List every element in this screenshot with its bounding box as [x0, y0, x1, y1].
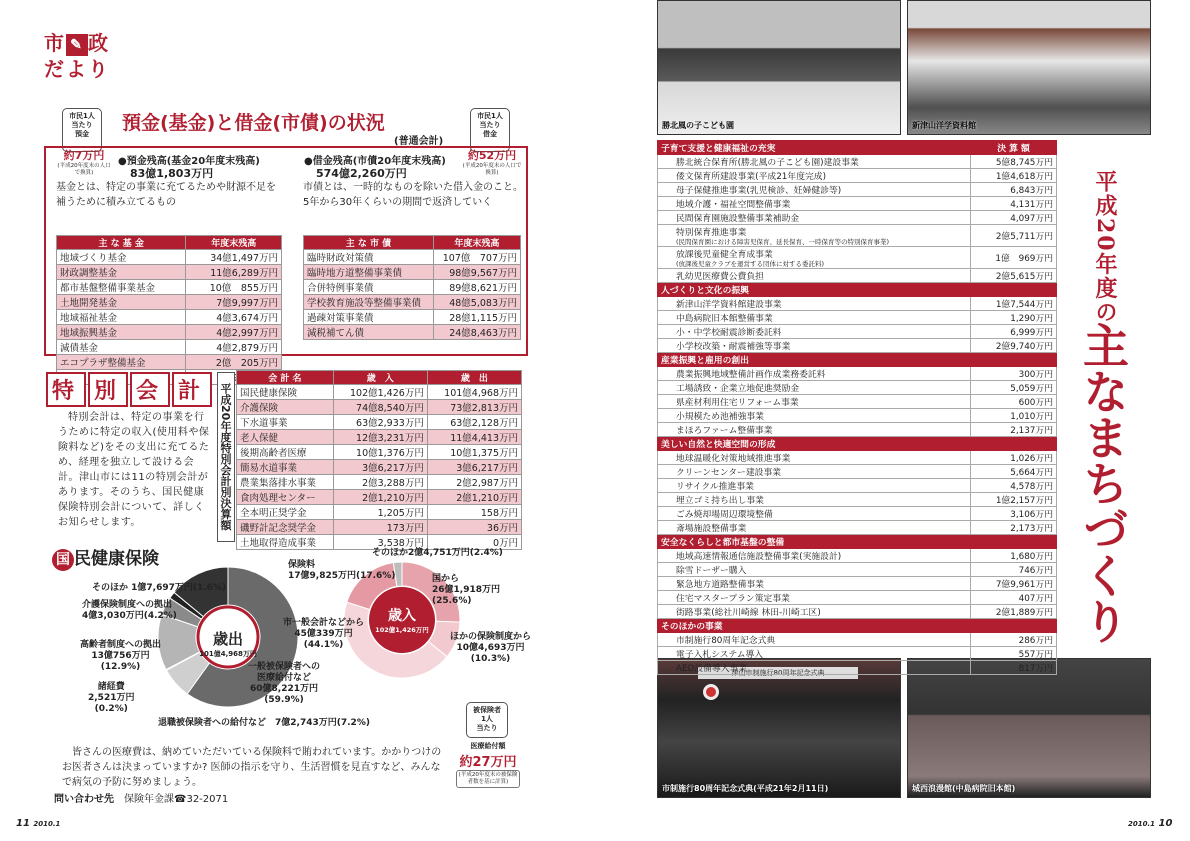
debt-name: 過疎対策事業債: [304, 310, 434, 325]
projects-table: [657, 140, 1057, 675]
project-row: [658, 169, 1057, 183]
fund-balance: 4億2,879万円: [186, 340, 282, 355]
debt-total: 574億2,260万円: [316, 167, 407, 180]
fund-name: 地域づくり基金: [57, 250, 186, 265]
project-name: ごみ焼却場周辺環境整備: [676, 510, 773, 520]
photo-ceremony: 津山市制施行80周年記念式典 市制施行80周年記念式典(平成21年2月11日): [657, 658, 901, 798]
debt-balance: 98億9,567万円: [433, 265, 520, 280]
medical-per-insured: 医療給付額 約27万円 (平成20年度末の被保険者数を基に計算): [456, 741, 520, 788]
project-name: 斎場施設整備事業: [676, 524, 747, 534]
exp-label-retired: 退職被保険者への給付など 7億2,743万円(7.2%): [158, 718, 370, 728]
project-cell: [658, 409, 971, 423]
fund-row: [57, 295, 282, 310]
account-expense: 63億2,128万円: [427, 415, 521, 430]
special-row: [237, 475, 522, 490]
special-row: [237, 505, 522, 520]
project-row: [658, 297, 1057, 311]
exp-label-misc: 諸経費 2,521万円 (0.2%): [88, 682, 135, 714]
project-name: 農業振興地域整備計画作成業務委託料: [676, 370, 826, 380]
column-header: [971, 437, 1057, 451]
debt-description: 市債とは、一時的なものを除いた借入金のこと。5年から30年くらいの期間で返済していく: [303, 182, 523, 208]
fund-row: [57, 355, 282, 370]
fund-name: 土地開発基金: [57, 295, 186, 310]
section-name: 安全なくらしと都市基盤の整備: [658, 535, 971, 549]
account-name: 土地取得造成事業: [237, 535, 334, 550]
account-name: 全本明正奨学金: [237, 505, 334, 520]
account-name: 磯野計記念奨学金: [237, 520, 334, 535]
project-amount: 4,097万円: [971, 211, 1057, 225]
debt-row: [304, 310, 521, 325]
project-row: [658, 633, 1057, 647]
fund-balance: 4億2,997万円: [186, 325, 282, 340]
column-header: 決 算 額: [971, 141, 1057, 155]
fund-total: 83億1,803万円: [130, 167, 214, 180]
project-name: 乳幼児医療費公費負担: [676, 272, 764, 282]
project-cell: [658, 155, 971, 169]
account-expense: 11億4,413万円: [427, 430, 521, 445]
project-row: [658, 311, 1057, 325]
income-center: 歳入 102億1,426万円: [375, 608, 429, 634]
section-header-row: [658, 535, 1057, 549]
project-row: [658, 339, 1057, 353]
fund-row: [57, 265, 282, 280]
project-amount: 2億1,889万円: [971, 605, 1057, 619]
project-row: [658, 269, 1057, 283]
account-income: 1,205万円: [333, 505, 427, 520]
project-name: 県産材利用住宅リフォーム事業: [676, 398, 799, 408]
section-header-row: [658, 283, 1057, 297]
project-cell: [658, 577, 971, 591]
project-row: [658, 381, 1057, 395]
fund-balance: 11億6,289万円: [186, 265, 282, 280]
section-name: そのほかの事業: [658, 619, 971, 633]
account-expense: 73億2,813万円: [427, 400, 521, 415]
account-expense: 10億1,375万円: [427, 445, 521, 460]
fund-description: 基金とは、特定の事業に充てるためや財源不足を補うために積み立てるもの: [56, 182, 276, 208]
project-amount: 1億2,157万円: [971, 493, 1057, 507]
exp-label-general: 一般被保険者への 医療給付など 60億8,221万円 (59.9%): [248, 662, 321, 705]
project-name: 住宅マスタープラン策定事業: [676, 594, 790, 604]
fund-balance: 2億 205万円: [186, 355, 282, 370]
project-cell: [658, 311, 971, 325]
column-header: [971, 353, 1057, 367]
project-cell: [658, 451, 971, 465]
project-row: [658, 521, 1057, 535]
fund-balance: 34億1,497万円: [186, 250, 282, 265]
project-cell: [658, 381, 971, 395]
column-header: [971, 535, 1057, 549]
project-amount: 300万円: [971, 367, 1057, 381]
funds-table: 主 な 基 金 年度末残高 地域づくり基金 34億1,497万円 財政調整基金 11億6,289万円 都市基盤整備事業基金 10億 855万円 土地開発基金 7億9,997万円 地域福祉基金 4億3,674万円 地域振興基金 4億2,997万円 減債基金 4億2,879万円 エコプラザ整備基金 2億 205万円: [56, 235, 282, 385]
account-income: 63億2,933万円: [333, 415, 427, 430]
debt-balance: 28億1,115万円: [433, 310, 520, 325]
section-header-row: [658, 437, 1057, 451]
debt-row: [304, 265, 521, 280]
per-capita-debt-tag: 市民1人 当たり 借金: [470, 108, 510, 152]
project-name: クリーンセンター建設事業: [676, 468, 782, 478]
project-name: 小・中学校耐震診断委託料: [676, 328, 782, 338]
section-name: 美しい自然と快適空間の形成: [658, 437, 971, 451]
project-row: [658, 409, 1057, 423]
fund-balance: 10億 855万円: [186, 280, 282, 295]
account-income: 2億1,210万円: [333, 490, 427, 505]
special-accounts-title: 特 別 会 計: [46, 372, 214, 407]
special-row: [237, 430, 522, 445]
project-row: [658, 155, 1057, 169]
special-row: [237, 415, 522, 430]
special-row: [237, 490, 522, 505]
project-name: 市制施行80周年記念式典: [676, 636, 776, 646]
account-income: 3,538万円: [333, 535, 427, 550]
project-amount: 4,131万円: [971, 197, 1057, 211]
project-name: 放課後児童健全育成事業: [676, 250, 773, 260]
account-name: 簡易水道事業: [237, 460, 334, 475]
project-cell: [658, 225, 971, 247]
debt-name: 合併特例事業債: [304, 280, 434, 295]
section-header-row: [658, 141, 1057, 155]
project-amount: 1億4,618万円: [971, 169, 1057, 183]
special-row: [237, 520, 522, 535]
debt-row: [304, 295, 521, 310]
project-cell: [658, 605, 971, 619]
inc-label-other: そのほか2億4,751万円(2.4%): [372, 548, 503, 558]
project-amount: 1,010万円: [971, 409, 1057, 423]
project-row: [658, 647, 1057, 661]
account-income: 10億1,376万円: [333, 445, 427, 460]
debt-row: [304, 280, 521, 295]
section-header-row: [658, 619, 1057, 633]
debt-balance: 107億 707万円: [433, 250, 520, 265]
account-income: 173万円: [333, 520, 427, 535]
project-row: [658, 367, 1057, 381]
project-row: [658, 423, 1057, 437]
fund-name: 減債基金: [57, 340, 186, 355]
account-income: 102億1,426万円: [333, 385, 427, 400]
account-name: 下水道事業: [237, 415, 334, 430]
project-cell: [658, 325, 971, 339]
inc-label-premium: 保険料 17億9,825万円(17.6%): [288, 560, 396, 581]
project-amount: 817万円: [971, 661, 1057, 675]
exp-label-care: 介護保険制度への拠出 4億3,030万円(4.2%): [82, 600, 177, 621]
project-row: [658, 479, 1057, 493]
special-row: [237, 445, 522, 460]
headline-small: 平成20年度の: [1092, 170, 1118, 325]
debt-balance: 48億5,083万円: [433, 295, 520, 310]
account-income: 74億8,540万円: [333, 400, 427, 415]
project-row: [658, 563, 1057, 577]
savings-debt-subtitle: (普通会計): [394, 136, 444, 147]
project-amount: 3,106万円: [971, 507, 1057, 521]
fund-name: 地域振興基金: [57, 325, 186, 340]
project-cell: [658, 493, 971, 507]
project-amount: 600万円: [971, 395, 1057, 409]
pen-icon: ✎: [66, 34, 88, 56]
project-cell: [658, 247, 971, 269]
per-capita-savings-tag: 市民1人 当たり 預金: [62, 108, 102, 152]
project-cell: [658, 169, 971, 183]
project-amount: 1億 969万円: [971, 247, 1057, 269]
project-amount: 6,843万円: [971, 183, 1057, 197]
savings-debt-title: 預金(基金)と借金(市債)の状況: [122, 112, 385, 134]
fund-name: 財政調整基金: [57, 265, 186, 280]
account-name: 食肉処理センター: [237, 490, 334, 505]
project-name: 倭文保育所建設事業(平成21年度完成): [676, 172, 827, 182]
savings-per-capita: 約7万円 (平成20年度末の人口で換算): [57, 149, 111, 176]
project-amount: 2,137万円: [971, 423, 1057, 437]
project-cell: [658, 563, 971, 577]
project-note: (民間保育園における障害児保育、延長保育、一時保育等の特別保育事業): [676, 238, 890, 246]
project-row: [658, 591, 1057, 605]
nhi-title: 国 民健康保険: [52, 544, 159, 571]
project-cell: [658, 633, 971, 647]
project-name: AED設備導入事業: [676, 664, 748, 674]
account-income: 12億3,231万円: [333, 430, 427, 445]
debt-name: 臨時地方道整備事業債: [304, 265, 434, 280]
project-name: 特別保育推進事業: [676, 228, 747, 238]
contact: 問い合わせ先 保険年金課☎32-2071: [54, 794, 229, 805]
exp-label-other: そのほか 1億7,697万円(1.6%): [92, 583, 227, 593]
project-amount: 5,664万円: [971, 465, 1057, 479]
debt-name: 学校教育施設等整備事業債: [304, 295, 434, 310]
project-cell: [658, 423, 971, 437]
project-name: 民間保育園施設整備事業補助金: [676, 214, 800, 224]
section-name: 産業振興と雇用の創出: [658, 353, 971, 367]
project-cell: [658, 647, 971, 661]
special-accounts-table: 会 計 名 歳 入 歳 出 国民健康保険 102億1,426万円 101億4,968万円 介護保険 74億8,540万円 73億2,813万円 下水道事業 63億2,933万円 63億2,128万円 老人保健 12億3,231万円 11億4,413万円 後期高齢者医療 10億1,376万円 10億1,375万円 簡易水道事業 3億6,217万円 3億6,217万円 農業集落排水事業 2億3,288万円 2億2,987万円 食肉処理センター 2億1,210万円 2億1,210万円 全本明正奨学金 1,205万円 158万円 磯野計記念奨学金 173万円 36万円 土地取得造成事業 3,538万円 0万円: [236, 370, 522, 550]
inc-label-other-insurance: ほかの保険制度から 10億4,693万円 (10.3%): [450, 632, 532, 664]
logo-line-2: だより: [44, 57, 110, 81]
project-cell: [658, 591, 971, 605]
inc-label-city: 市一般会計などから 45億339万円 (44.1%): [283, 618, 365, 650]
project-name: 地球温暖化対策地域推進事業: [676, 454, 791, 464]
column-header: [971, 283, 1057, 297]
account-expense: 0万円: [427, 535, 521, 550]
project-name: まほろファーム整備事業: [676, 426, 773, 436]
column-header: [971, 619, 1057, 633]
project-name: 電子入札システム導入: [676, 650, 764, 660]
project-name: 地域高速情報通信施設整備事業(実施設計): [676, 552, 842, 562]
debts-table: 主 な 市 債 年度末残高 臨時財政対策債 107億 707万円 臨時地方道整備事業債 98億9,567万円 合併特例事業債 89億8,621万円 学校教育施設等整備事業債 48億5,083万円 過疎対策事業債 28億1,115万円 減税補てん債 24億8,463万円: [303, 235, 521, 340]
inc-label-national: 国から 26億1,918万円 (25.6%): [432, 574, 500, 606]
logo-char-2: 政: [88, 31, 110, 55]
account-income: 2億3,288万円: [333, 475, 427, 490]
project-amount: 4,578万円: [971, 479, 1057, 493]
section-name: 人づくりと文化の振興: [658, 283, 971, 297]
project-cell: [658, 549, 971, 563]
fund-name: 地域福祉基金: [57, 310, 186, 325]
section-header-row: [658, 353, 1057, 367]
debt-name: 臨時財政対策債: [304, 250, 434, 265]
fund-row: [57, 280, 282, 295]
debt-label: ●借金残高(市債20年度末残高): [304, 156, 446, 167]
project-name: 埋立ゴミ持ち出し事業: [676, 496, 764, 506]
account-expense: 2億2,987万円: [427, 475, 521, 490]
special-accounts-vertical-title: 平成20年度特別会計別決算額: [217, 372, 235, 542]
project-amount: 5億8,745万円: [971, 155, 1057, 169]
project-note: (放課後児童クラブを運営する団体に対する委託料): [676, 260, 825, 268]
project-name: リサイクル推進事業: [676, 482, 754, 492]
project-cell: [658, 339, 971, 353]
right-page-number: 2010.1 10: [1128, 818, 1173, 829]
project-row: [658, 577, 1057, 591]
photo-museum: 新津山洋学資料館: [907, 0, 1151, 135]
project-cell: [658, 297, 971, 311]
account-name: 老人保健: [237, 430, 334, 445]
expenditure-center: 歳出 101億4,968万円: [199, 630, 257, 658]
project-cell: [658, 211, 971, 225]
photo-old-hospital: 城西浪漫館(中島病院旧本館): [907, 658, 1151, 798]
project-name: 除雪ドーザー購入: [676, 566, 747, 576]
project-amount: 286万円: [971, 633, 1057, 647]
project-amount: 2億5,615万円: [971, 269, 1057, 283]
project-row: [658, 325, 1057, 339]
debt-balance: 89億8,621万円: [433, 280, 520, 295]
project-name: 小学校改築・耐震補強等事業: [676, 342, 791, 352]
project-row: [658, 493, 1057, 507]
project-name: 勝北統合保育所(勝北風の子こども園)建設事業: [676, 158, 859, 168]
project-row: [658, 549, 1057, 563]
nhi-closing-text: 皆さんの医療費は、納めていただいている保険料で賄われています。かかりつけのお医者さんは決まっていますか? 医師の指示を守り、生活習慣を見直すなど、みんなで病気の予防に努めましょう。: [62, 747, 442, 788]
fund-label: ●預金残高(基金20年度末残高): [118, 156, 260, 167]
fund-balance: 7億9,997万円: [186, 295, 282, 310]
project-cell: [658, 479, 971, 493]
project-amount: 6,999万円: [971, 325, 1057, 339]
project-row: [658, 197, 1057, 211]
project-amount: 1,680万円: [971, 549, 1057, 563]
exp-label-elderly: 高齢者制度への拠出 13億756万円 (12.9%): [80, 640, 162, 672]
special-row: [237, 400, 522, 415]
project-row: [658, 465, 1057, 479]
project-cell: [658, 465, 971, 479]
headline-big: 主なまちづくり: [1076, 322, 1130, 644]
project-amount: 2億5,711万円: [971, 225, 1057, 247]
project-name: 小規模ため池補強事業: [676, 412, 764, 422]
project-row: [658, 661, 1057, 675]
debt-row: [304, 325, 521, 340]
left-page-number: 11 2010.1: [16, 818, 61, 829]
project-name: 中島病院旧本館整備事業: [676, 314, 773, 324]
special-row: [237, 385, 522, 400]
account-name: 後期高齢者医療: [237, 445, 334, 460]
project-amount: 1,290万円: [971, 311, 1057, 325]
fund-balance: 4億3,674万円: [186, 310, 282, 325]
project-amount: 1億7,544万円: [971, 297, 1057, 311]
project-row: [658, 605, 1057, 619]
account-name: 介護保険: [237, 400, 334, 415]
project-cell: [658, 367, 971, 381]
account-expense: 3億6,217万円: [427, 460, 521, 475]
account-expense: 2億1,210万円: [427, 490, 521, 505]
project-amount: 2,173万円: [971, 521, 1057, 535]
project-cell: [658, 395, 971, 409]
fund-name: 都市基盤整備事業基金: [57, 280, 186, 295]
project-amount: 557万円: [971, 647, 1057, 661]
account-expense: 158万円: [427, 505, 521, 520]
logo-char-1: 市: [44, 31, 66, 55]
section-logo: [44, 30, 130, 86]
project-amount: 7億9,961万円: [971, 577, 1057, 591]
debt-balance: 24億8,463万円: [433, 325, 520, 340]
project-cell: [658, 183, 971, 197]
debt-row: [304, 250, 521, 265]
account-name: 国民健康保険: [237, 385, 334, 400]
project-cell: [658, 521, 971, 535]
project-name: 工場誘致・企業立地促進奨励金: [676, 384, 800, 394]
project-amount: 1,026万円: [971, 451, 1057, 465]
project-row: [658, 183, 1057, 197]
fund-row: [57, 340, 282, 355]
debt-per-capita: 約52万円 (平成20年度末の人口で換算): [462, 149, 522, 176]
fund-row: [57, 325, 282, 340]
special-accounts-text: 特別会計は、特定の事業を行うために特定の収入(使用料や保険料など)をその支出に充てるため、経理を独立して設ける会計。津山市には11の特別会計があります。そのうち、国民健康保険特別会計について、詳しくお知らせします。: [58, 412, 210, 528]
medical-per-insured-tag: 被保険者 1人 当たり: [466, 702, 508, 738]
fund-name: エコプラザ整備基金: [57, 355, 186, 370]
project-cell: [658, 507, 971, 521]
project-amount: 746万円: [971, 563, 1057, 577]
photo-kindergarten: 勝北風の子こども園: [657, 0, 901, 135]
project-cell: [658, 197, 971, 211]
project-amount: 2億9,740万円: [971, 339, 1057, 353]
account-name: 農業集落排水事業: [237, 475, 334, 490]
project-cell: [658, 661, 971, 675]
fund-row: [57, 310, 282, 325]
project-row: [658, 247, 1057, 269]
special-row: [237, 460, 522, 475]
project-row: [658, 211, 1057, 225]
project-amount: 407万円: [971, 591, 1057, 605]
project-name: 地域介護・福祉空間整備事業: [676, 200, 791, 210]
account-expense: 101億4,968万円: [427, 385, 521, 400]
account-income: 3億6,217万円: [333, 460, 427, 475]
project-row: [658, 395, 1057, 409]
project-row: [658, 507, 1057, 521]
section-name: 子育て支援と健康福祉の充実: [658, 141, 971, 155]
project-row: [658, 451, 1057, 465]
project-name: 母子保健推進事業(乳児検診、妊婦健診等): [676, 186, 842, 196]
project-name: 新津山洋学資料館建設事業: [676, 300, 782, 310]
flag-icon: [703, 684, 719, 700]
fund-row: [57, 250, 282, 265]
project-name: 街路事業(総社川崎線 林田-川崎工区): [676, 608, 821, 618]
project-amount: 5,059万円: [971, 381, 1057, 395]
debt-name: 減税補てん債: [304, 325, 434, 340]
project-row: [658, 225, 1057, 247]
account-expense: 36万円: [427, 520, 521, 535]
project-cell: [658, 269, 971, 283]
project-name: 緊急地方道路整備事業: [676, 580, 764, 590]
